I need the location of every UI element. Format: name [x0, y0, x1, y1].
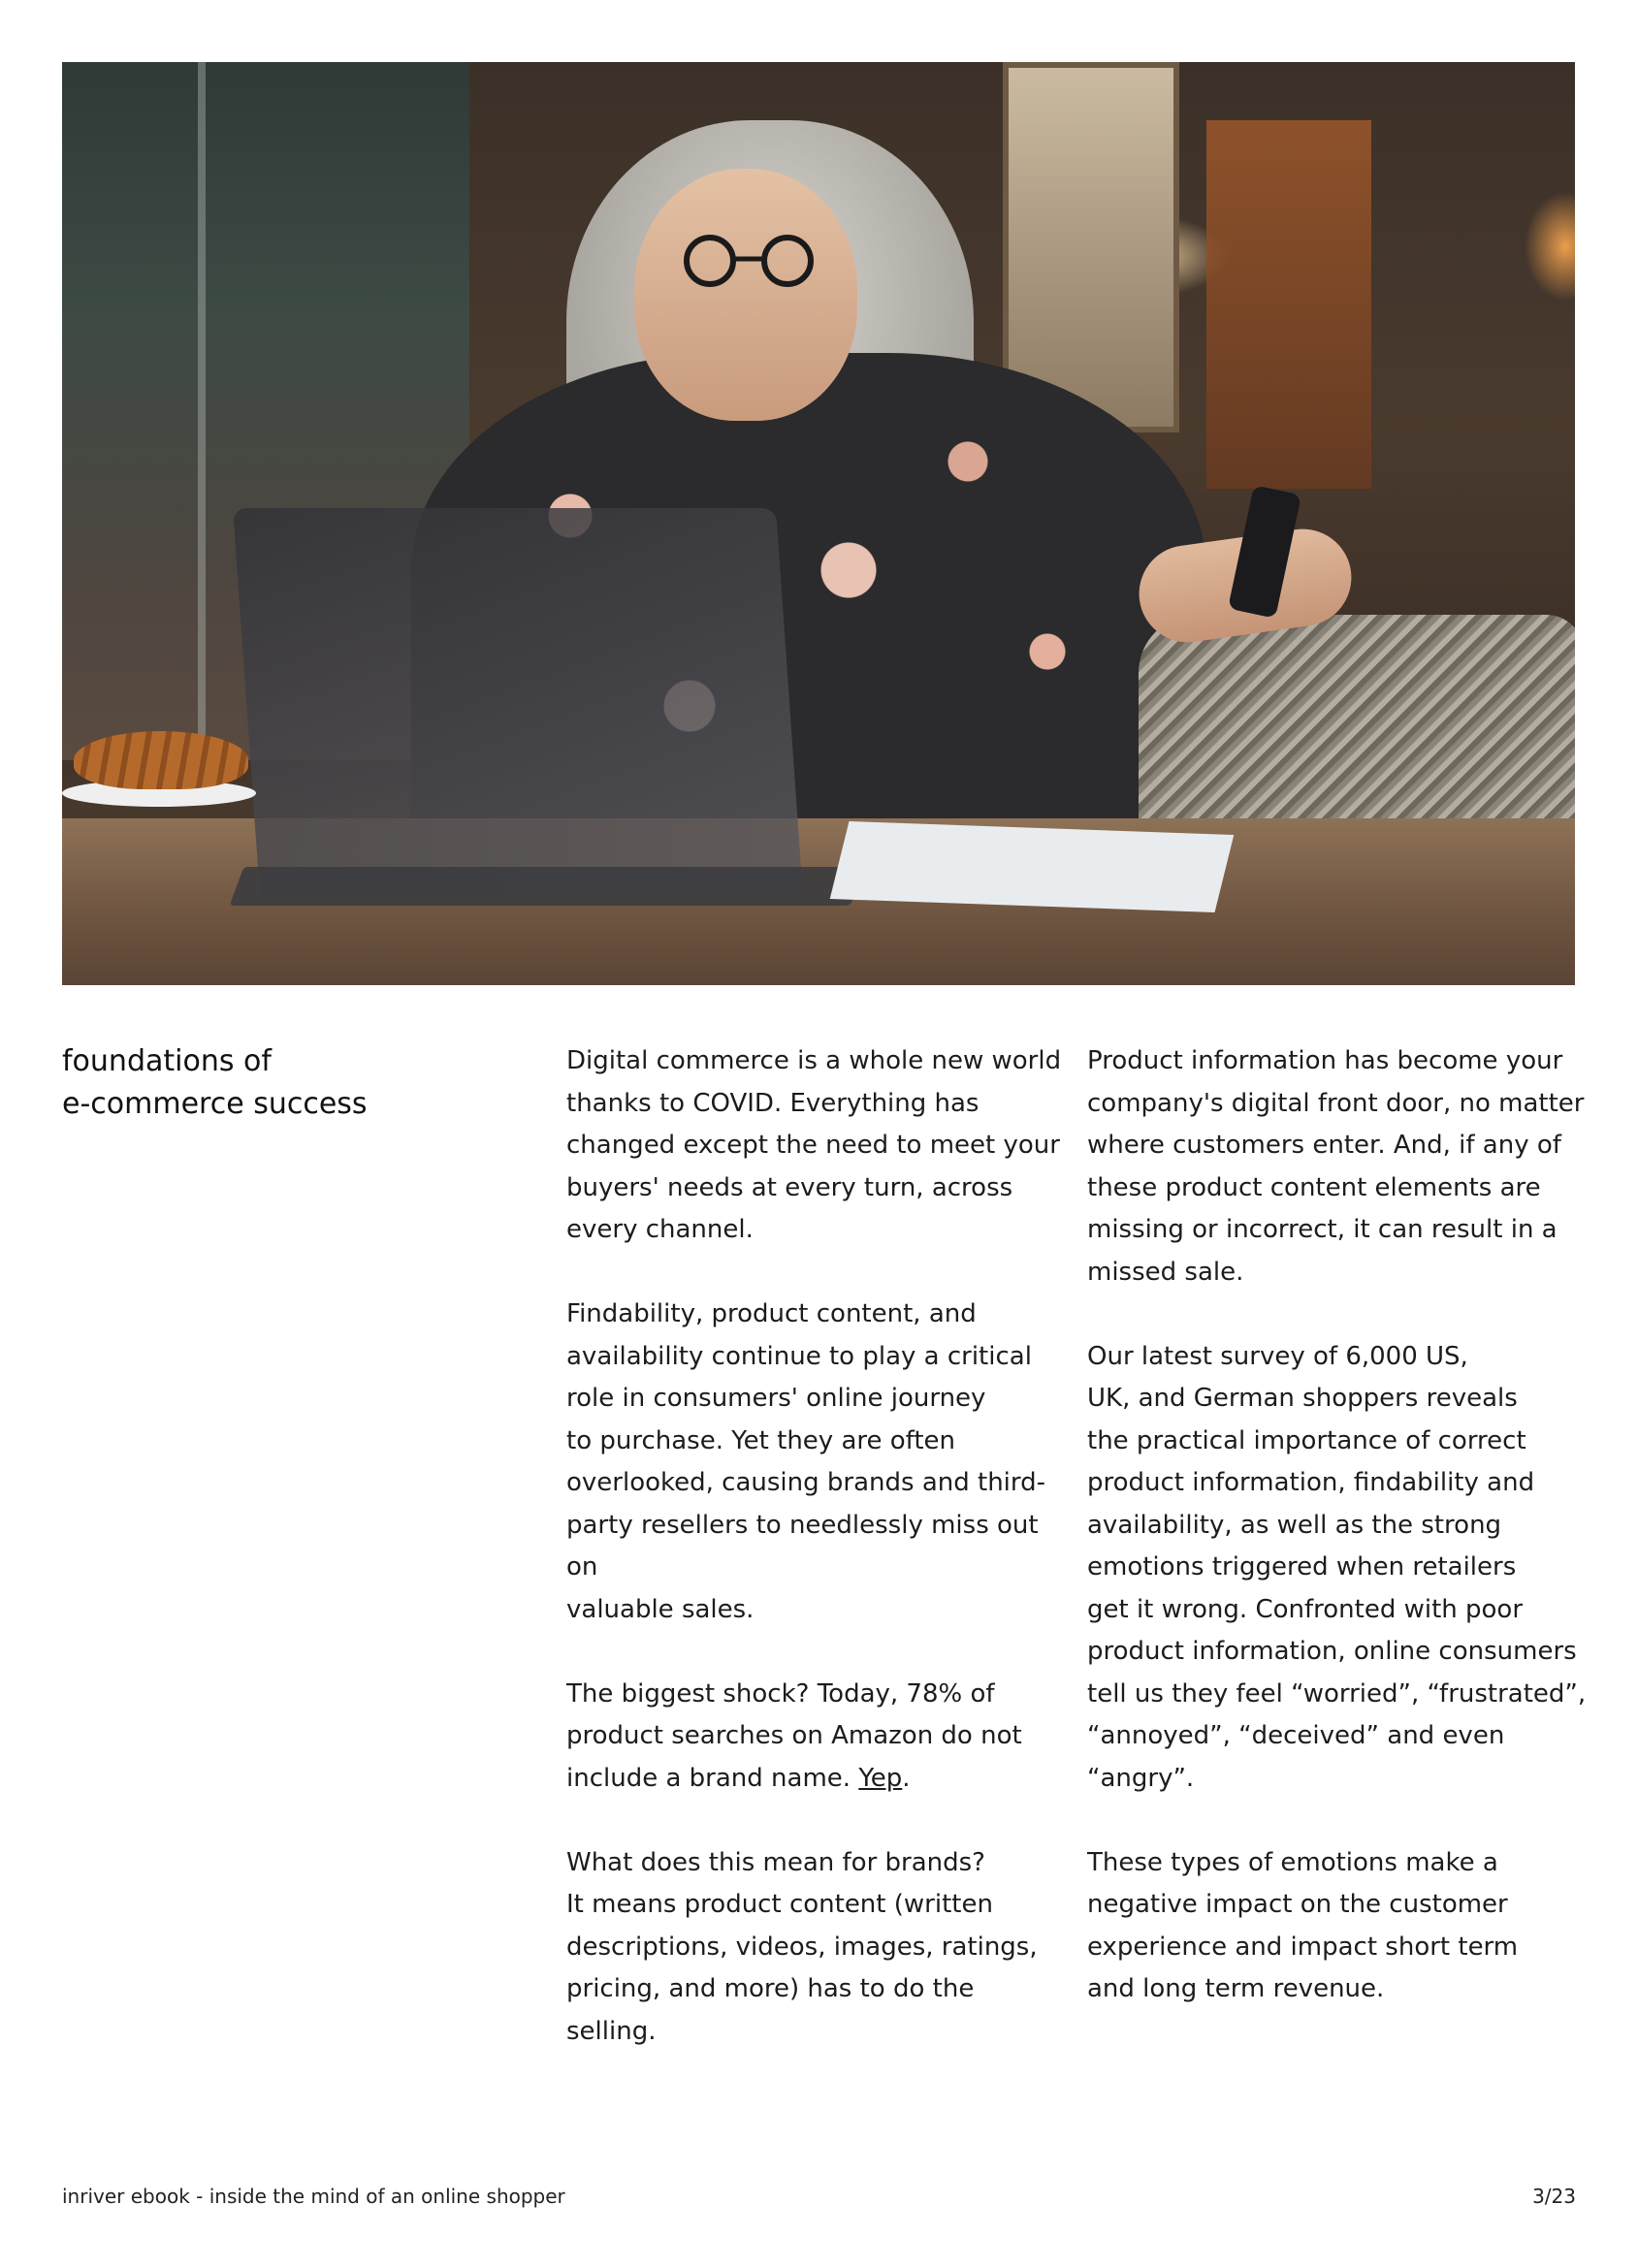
photo-shelf: [1206, 120, 1371, 489]
footer-title: inriver ebook - inside the mind of an online shopper: [62, 2185, 565, 2208]
paragraph: Product information has become your company's digital front door, no matter where customers enter. And, if any of these product content elements are missing or incorrect, it can result in a missed sale.: [1087, 1046, 1585, 1287]
paragraph-text-end: .: [902, 1763, 911, 1793]
photo-woman-face: [634, 169, 857, 421]
photo-laptop-base: [230, 867, 865, 906]
photo-laptop: [233, 508, 803, 896]
paragraph: These types of emotions make a negative impact on the customer experience and impact short term and long term revenue.: [1087, 1847, 1519, 2003]
paragraph-text: The biggest shock? Today, 78% of product searches on Amazon do not include a brand name.: [566, 1678, 1022, 1793]
photo-window-frame: [198, 62, 206, 760]
photo-glasses: [673, 232, 828, 290]
section-title-line2: e-commerce success: [62, 1086, 368, 1121]
hero-photo: [62, 62, 1575, 985]
section-title-line1: foundations of: [62, 1044, 272, 1078]
paragraph: Findability, product content, and availability continue to play a critical role in consumers' online journey to purchase. Yet they are often overlooked, causing brands and third- party resellers to needlessly miss out on valuable sales.: [566, 1299, 1046, 1624]
body-column-2: [1087, 1040, 1591, 2011]
yep-link[interactable]: Yep: [858, 1763, 903, 1793]
body-column-1: [566, 1040, 1071, 2053]
section-title: [62, 1040, 489, 1125]
paragraph-with-link: [566, 1674, 1071, 1801]
photo-paper: [830, 821, 1235, 912]
photo-croissant: [74, 731, 248, 789]
paragraph: Our latest survey of 6,000 US, UK, and German shoppers reveals the practical importance of correct product information, findability and availability, as well as the strong emotions triggered when retailers get it wrong. Confronted with poor product information, online consumers tell us they feel “worried”, “frustrated”, “annoyed”, “deceived” and even “angry”.: [1087, 1341, 1587, 1793]
paragraph: What does this mean for brands? It means product content (written descriptions, videos, images, ratings, pricing, and more) has to do the selling.: [566, 1847, 1038, 2046]
page-number: 3/23: [1532, 2185, 1576, 2208]
paragraph: Digital commerce is a whole new world thanks to COVID. Everything has changed except the need to meet your buyers' needs at every turn, across every channel.: [566, 1046, 1062, 1244]
